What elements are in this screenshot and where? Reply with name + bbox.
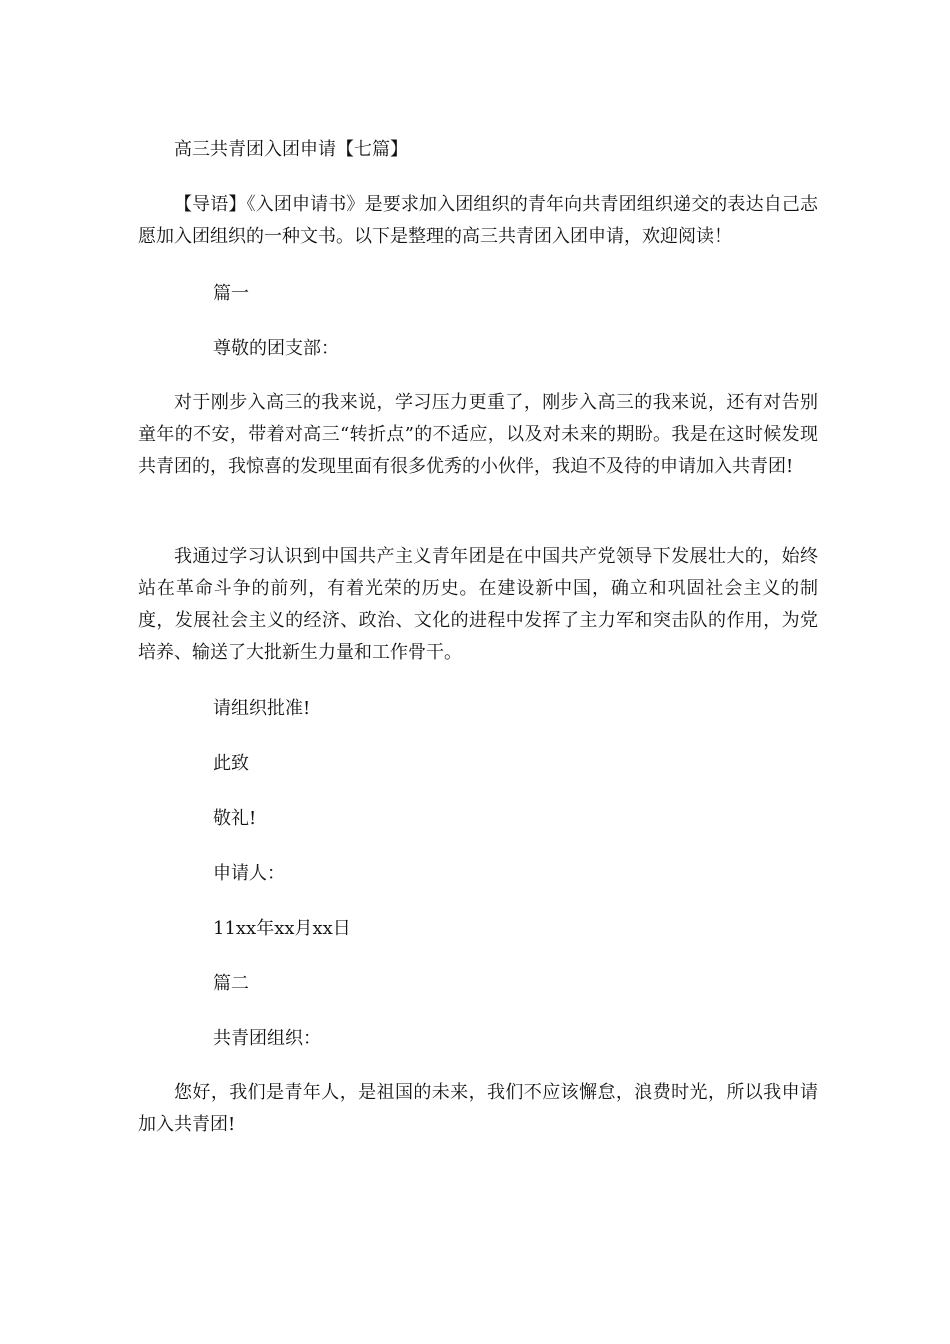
section1-heading: 篇一 — [213, 283, 249, 304]
section1-request: 请组织批准! — [213, 698, 311, 719]
section2-heading: 篇二 — [213, 973, 249, 994]
section1-paragraph1-block — [138, 387, 818, 483]
intro-paragraph: 【导语】《入团申请书》是要求加入团组织的青年向共青团组织递交的表达自己志愿加入团组织的一种文书。以下是整理的高三共青团入团申请，欢迎阅读！ — [138, 194, 818, 247]
section2-salutation: 共青团组织： — [213, 1028, 321, 1049]
intro-paragraph-block — [138, 189, 818, 253]
section1-closing2: 敬礼! — [213, 808, 257, 829]
section1-paragraph2: 我通过学习认识到中国共产主义青年团是在中国共产党领导下发展壮大的，始终站在革命斗争的前列，有着光荣的历史。在建设新中国，确立和巩固社会主义的制度，发展社会主义的经济、政治、文化的进程中发挥了主力军和突击队的作用，为党培养、输送了大批新生力量和工作骨干。 — [138, 546, 818, 663]
section1-paragraph2-block — [138, 541, 818, 669]
section1-salutation: 尊敬的团支部： — [213, 338, 339, 359]
section2-paragraph1: 您好，我们是青年人，是祖国的未来，我们不应该懈怠，浪费时光，所以我申请加入共青团! — [138, 1082, 818, 1135]
section1-applicant: 申请人： — [213, 863, 285, 884]
section1-closing1: 此致 — [213, 753, 249, 774]
section1-paragraph1: 对于刚步入高三的我来说，学习压力更重了，刚步入高三的我来说，还有对告别童年的不安，带着对高三“转折点”的不适应，以及对未来的期盼。我是在这时候发现共青团的，我惊喜的发现里面有很多优秀的小伙伴，我迫不及待的申请加入共青团! — [138, 392, 818, 477]
section2-paragraph1-block — [138, 1077, 818, 1141]
document-title: 高三共青团入团申请【七篇】 — [174, 139, 408, 160]
section1-date: 11xx年xx月xx日 — [213, 918, 351, 939]
